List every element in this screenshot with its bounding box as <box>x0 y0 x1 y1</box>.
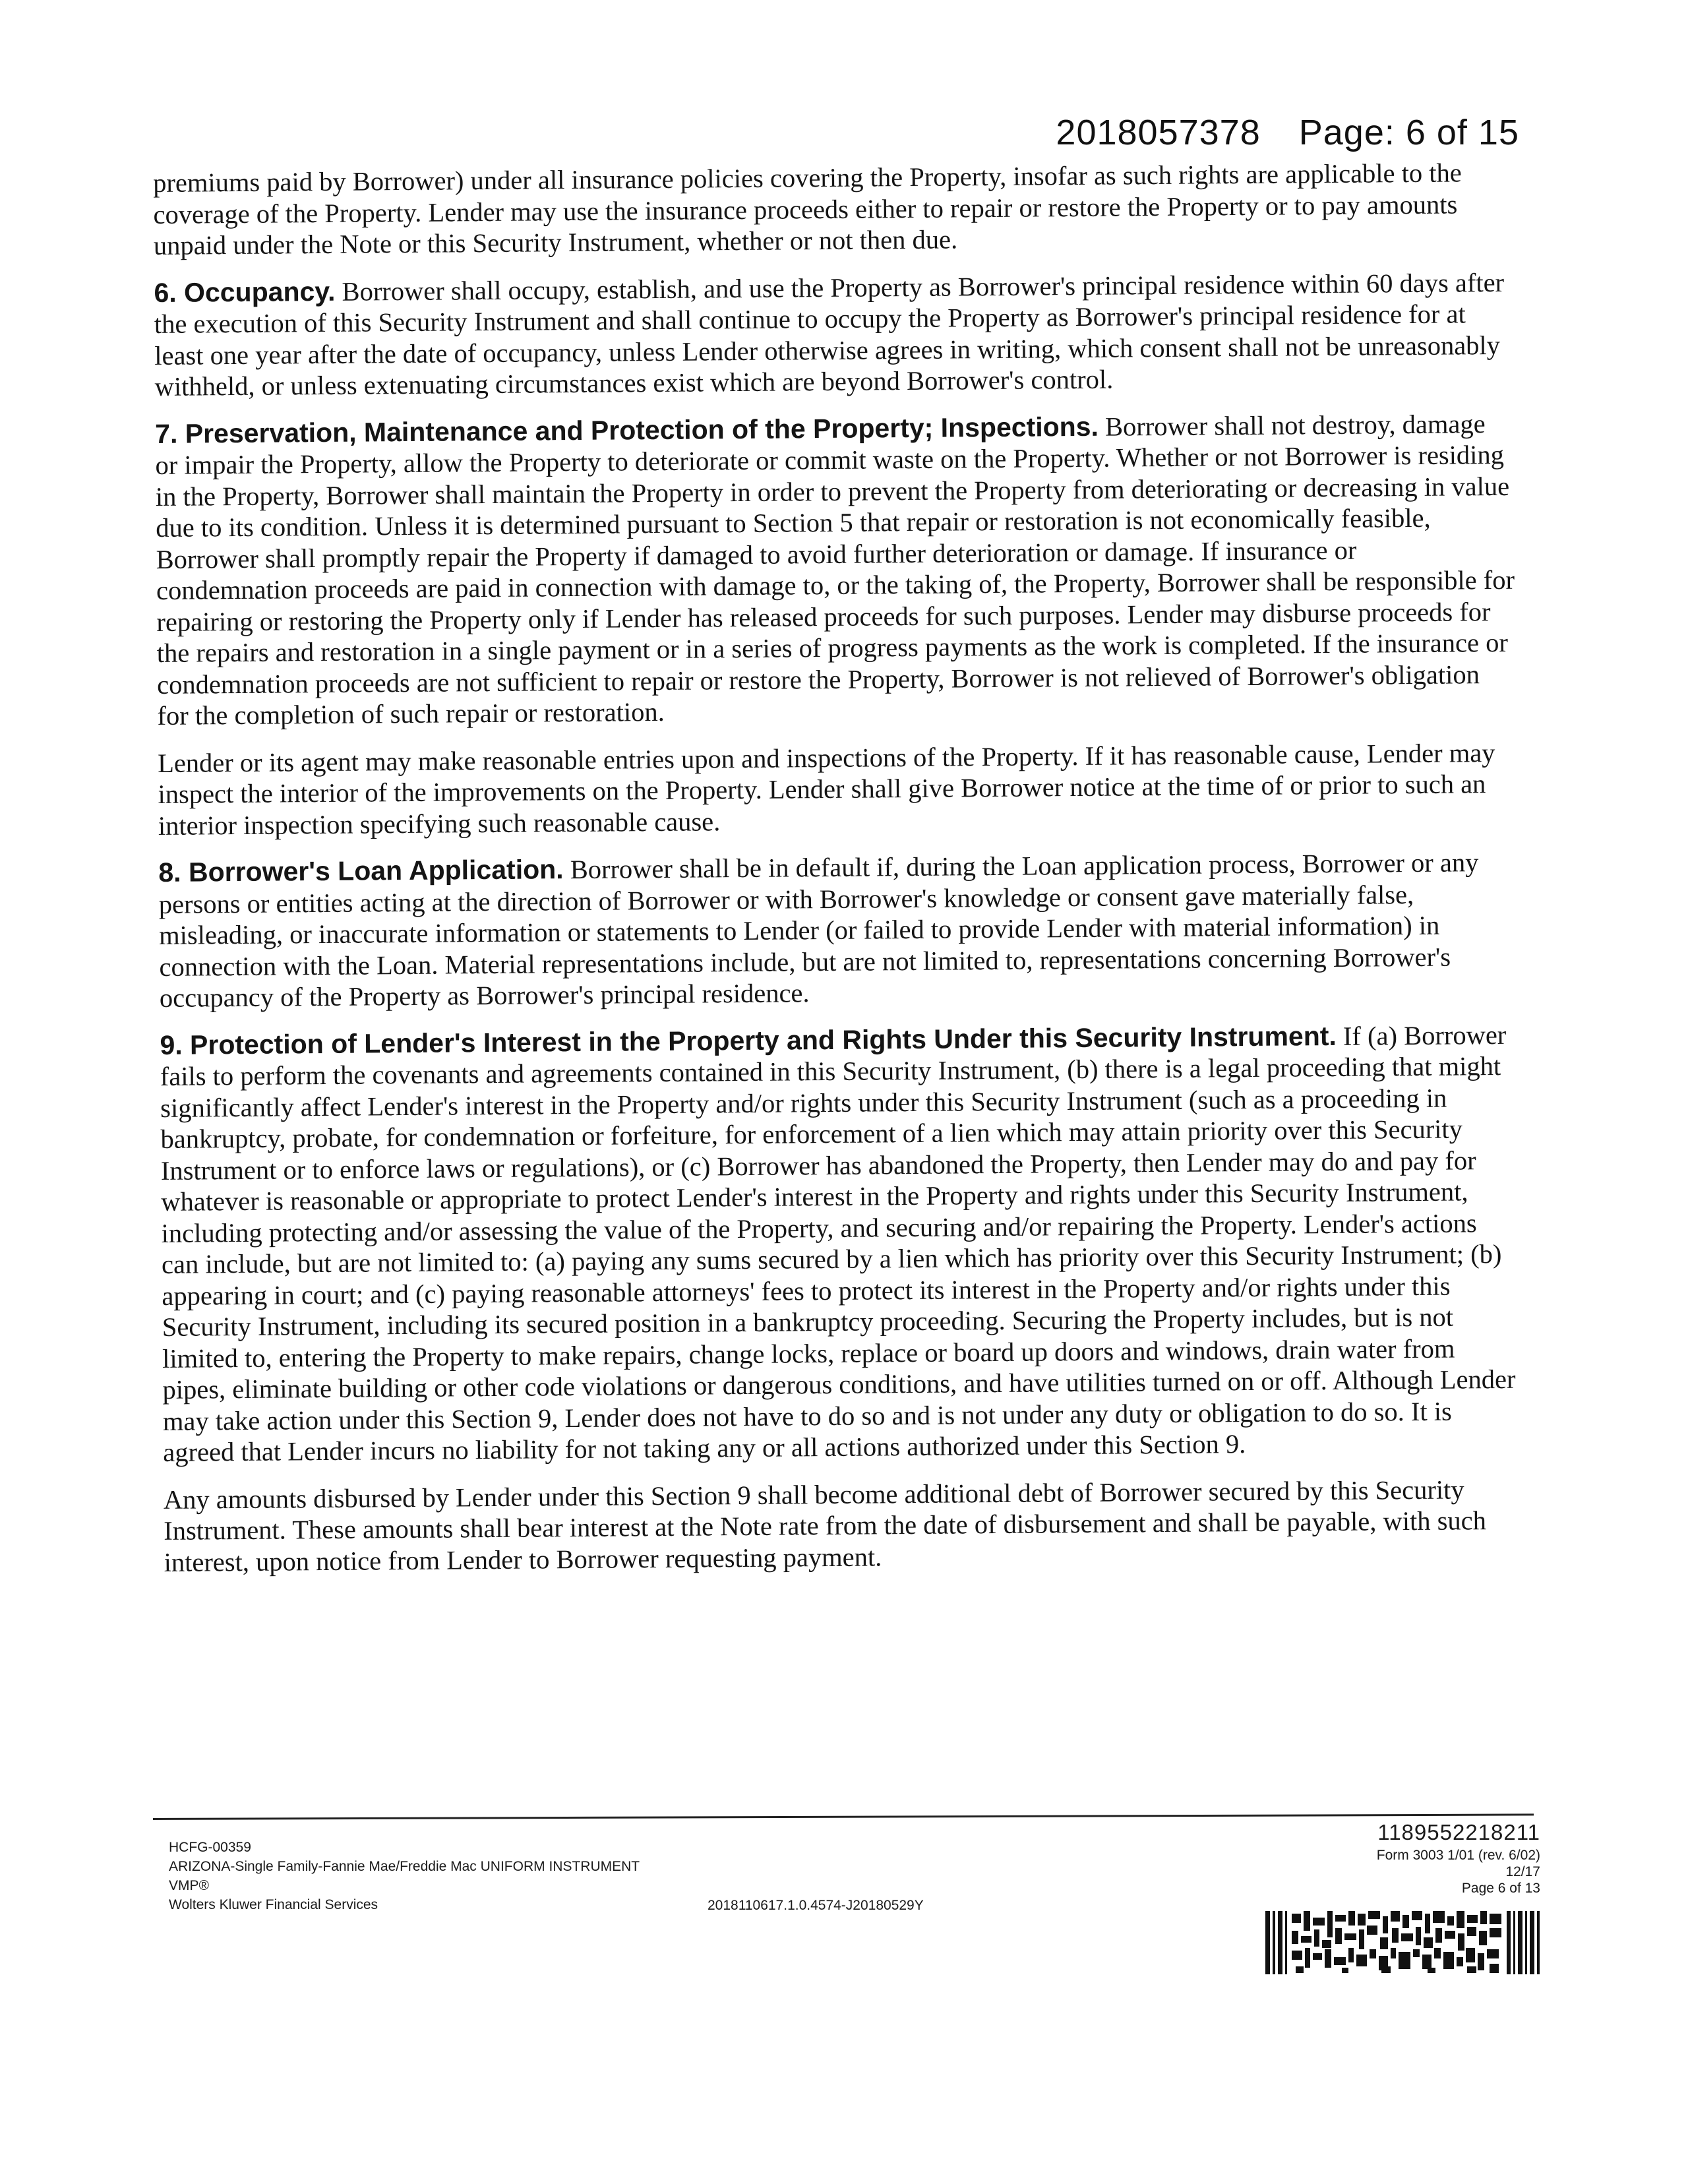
publisher-name: Wolters Kluwer Financial Services <box>169 1897 378 1912</box>
document-id: 2018110617.1.0.4574-J20180529Y <box>708 1898 924 1913</box>
vmp-label: VMP® <box>169 1878 209 1893</box>
section-6-text: Borrower shall occupy, establish, and use the Property as Borrower's principal residence within 60 days after the execution of this Security Instrument and shall continue to occupy the Property as Borrower's principal residence for at least one year after the date of occupancy, unless Lender otherwise agrees in writing, which consent shall not be unreasonably withheld, or unless extenuating circumstances exist which are beyond Borrower's control. <box>154 267 1505 402</box>
instrument-name: ARIZONA-Single Family-Fannie Mae/Freddie Mac UNIFORM INSTRUMENT <box>169 1859 640 1874</box>
barcode-icon <box>1265 1911 1542 1974</box>
recording-header <box>1056 112 1519 153</box>
section-8-loan-application <box>158 847 1518 1014</box>
form-revision: 12/17 <box>1505 1864 1540 1879</box>
document-body <box>153 157 1522 1594</box>
recording-page-label: Page: 6 of 15 <box>1298 113 1519 152</box>
form-page-number: Page 6 of 13 <box>1461 1881 1540 1896</box>
section-9-amounts-paragraph: Any amounts disbursed by Lender under this Section 9 shall become additional debt of Borrower secured by this Security Instrument. These amounts shall bear interest at the Note rate from the date of disbursement and shall be payable, with such interest, upon notice from Lender to Borrower requesting payment. <box>163 1474 1487 1577</box>
section-6-heading: 6. Occupancy. <box>154 276 336 308</box>
footer-right-block <box>1377 1818 1540 1896</box>
footer-divider <box>153 1813 1534 1820</box>
form-number: Form 3003 1/01 (rev. 6/02) <box>1376 1848 1540 1863</box>
section-6-occupancy <box>154 266 1513 402</box>
paragraph-insurance-continuation: premiums paid by Borrower) under all insurance policies covering the Property, insofar as such rights are applicable to the coverage of the Property. Lender may use the insurance proceeds either to repair or restore the Property or to pay amounts unpaid under the Note or this Security Instrument, whether or not then due. <box>153 158 1462 260</box>
footer-left-block <box>169 1838 640 1914</box>
section-8-heading: 8. Borrower's Loan Application. <box>158 854 564 888</box>
section-7-preservation <box>155 408 1516 731</box>
recording-number: 2018057378 <box>1056 113 1261 152</box>
loan-number: 1189552218211 <box>1377 1820 1540 1844</box>
section-7-text: Borrower shall not destroy, damage or impair the Property, allow the Property to deteriorate or commit waste on the Property. Whether or not Borrower is residing in the Property, Borrower shall maintain the Property in order to prevent the Property from deteriorating or decreasing in value due to its condition. Unless it is determined pursuant to Section 5 that repair or restoration is not economically feasible, Borrower shall promptly repair the Property if damaged to avoid further deterioration or damage. If insurance or condemnation proceeds are paid in connection with damage to, or the taking of, the Property, Borrower shall be responsible for repairing or restoring the Property only if Lender has released proceeds for such purposes. Lender may disburse proceeds for the repairs and restoration in a single payment or in a series of progress payments as the work is completed. If the insurance or condemnation proceeds are not sufficient to repair or restore the Property, Borrower is not relieved of Borrower's obligation for the completion of such repair or restoration. <box>155 408 1515 731</box>
section-8-text: Borrower shall be in default if, during the Loan application process, Borrower or any persons or entities acting at the direction of Borrower or with Borrower's knowledge or consent gave materially false, misleading, or inaccurate information or statements to Lender (or failed to provide Lender with material information) in connection with the Loan. Material representations include, but are not limited to, representations concerning Borrower's occupancy of the Property as Borrower's principal residence. <box>158 847 1479 1013</box>
section-9-protection <box>160 1019 1521 1468</box>
section-9-heading: 9. Protection of Lender's Interest in the Property and Rights Under this Security Instrument. <box>160 1020 1337 1060</box>
section-7-heading: 7. Preservation, Maintenance and Protection of the Property; Inspections. <box>154 411 1099 449</box>
section-9-text: If (a) Borrower fails to perform the covenants and agreements contained in this Security Instrument, (b) there is a legal proceeding that might significantly affect Lender's interest in the Property and/or rights under this Security Instrument (such as a proceeding in bankruptcy, probate, for condemnation or forfeiture, for enforcement of a lien which may attain priority over this Security Instrument or to enforce laws or regulations), or (c) Borrower has abandoned the Property, then Lender may do and pay for whatever is reasonable or appropriate to protect Lender's interest in the Property and rights under this Security Instrument, including protecting and/or assessing the value of the Property, and securing and/or repairing the Property. Lender's actions can include, but are not limited to: (a) paying any sums secured by a lien which has priority over this Security Instrument; (b) appearing in court; and (c) paying reasonable attorneys' fees to protect its interest in the Property and/or rights under this Security Instrument, including its secured position in a bankruptcy proceeding. Securing the Property includes, but is not limited to, entering the Property to make repairs, change locks, replace or board up doors and windows, drain water from pipes, eliminate building or other code violations or dangerous conditions, and have utilities turned on or off. Although Lender may take action under this Section 9, Lender does not have to do so and is not under any duty or obligation to do so. It is agreed that Lender incurs no liability for not taking any or all actions authorized under this Section 9. <box>160 1019 1516 1467</box>
form-code: HCFG-00359 <box>169 1840 251 1855</box>
section-7-inspections-paragraph: Lender or its agent may make reasonable entries upon and inspections of the Property. If it has reasonable cause, Lender may inspect the interior of the improvements on the Property. Lender shall give Borrower notice at the time of or prior to such an interior inspection specifying such reasonable cause. <box>157 737 1495 841</box>
